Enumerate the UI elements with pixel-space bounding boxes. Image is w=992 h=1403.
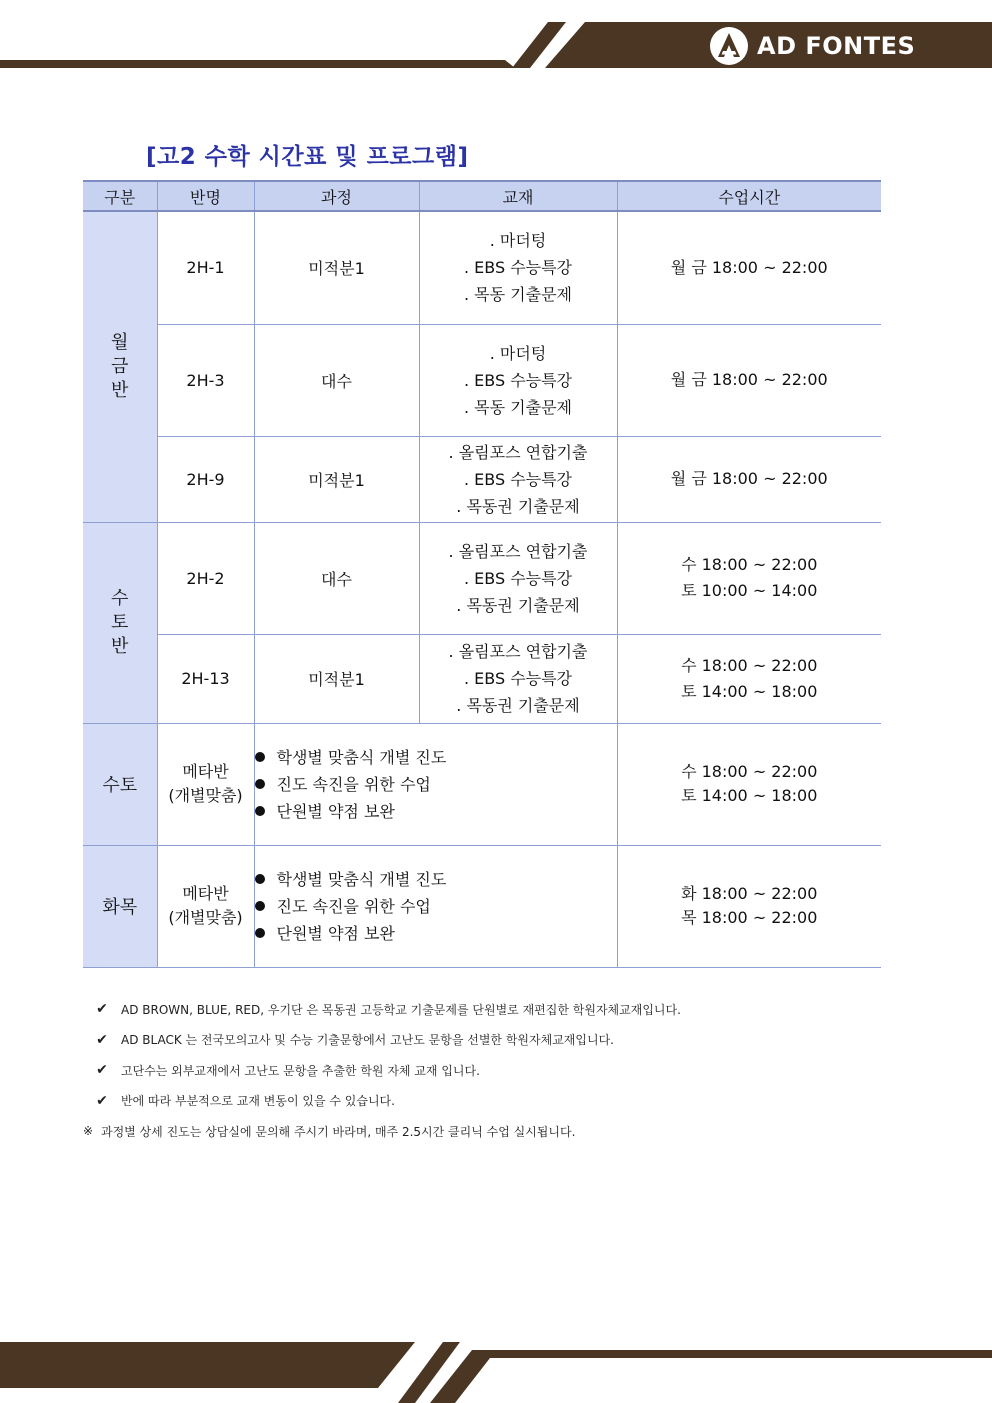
class-name <box>157 723 254 845</box>
note-text: 고단수는 외부교재에서 고난도 문항을 추출한 학원 자체 교재 입니다. <box>121 1063 480 1078</box>
note-text: AD BROWN, BLUE, RED, 우기단 은 목동권 고등학교 기출문제를 단원별로 재편집한 학원자체교재입니다. <box>121 1002 681 1017</box>
group-label-meta-wedsat: 수토 <box>83 723 157 845</box>
time-line: 목 18:00 ~ 22:00 <box>681 908 818 927</box>
table-row <box>83 634 881 723</box>
book-list <box>419 324 617 436</box>
book-list <box>419 211 617 324</box>
group-char: 월 <box>111 331 129 353</box>
list-item <box>255 744 617 771</box>
book-item: . 올림포스 연합기출 <box>448 642 588 661</box>
bullet-text: 학생별 맞춤식 개별 진도 <box>276 869 447 889</box>
book-item: . EBS 수능특강 <box>463 370 573 390</box>
time-line: 수 18:00 ~ 22:00 <box>681 555 818 574</box>
class-time <box>617 723 881 845</box>
group-label-monfri <box>83 211 157 522</box>
table-row <box>83 522 881 634</box>
class-time <box>617 845 881 967</box>
header-category: 구분 <box>83 181 157 211</box>
schedule-table <box>83 180 881 968</box>
bullet-text: 진도 속진을 위한 수업 <box>276 774 431 794</box>
note-item <box>83 1086 681 1117</box>
time-line: 토 14:00 ~ 18:00 <box>681 786 818 805</box>
course-name: 미적분1 <box>254 211 419 324</box>
time-line: 토 10:00 ~ 14:00 <box>681 581 818 600</box>
header-class: 반명 <box>157 181 254 211</box>
book-item: . 올림포스 연합기출 <box>448 442 588 462</box>
bullet-text: 진도 속진을 위한 수업 <box>276 896 431 916</box>
course-name: 미적분1 <box>254 436 419 522</box>
table-row <box>83 436 881 522</box>
group-char: 토 <box>111 611 129 633</box>
course-name: 대수 <box>254 324 419 436</box>
time-line: 수 18:00 ~ 22:00 <box>681 762 818 781</box>
class-name-line: (개별맞춤) <box>168 908 243 927</box>
class-time <box>617 634 881 723</box>
bullet-text: 단원별 약점 보완 <box>276 923 395 943</box>
book-list <box>419 634 617 723</box>
group-char: 수 <box>111 587 129 609</box>
logo-icon <box>709 26 749 66</box>
class-name: 2H-13 <box>157 634 254 723</box>
program-points <box>254 723 617 845</box>
book-item: . 올림포스 연합기출 <box>448 541 588 561</box>
book-item: . 목동권 기출문제 <box>456 696 580 715</box>
book-item: . EBS 수능특강 <box>463 568 573 588</box>
bullet-icon <box>255 901 265 911</box>
class-time <box>617 324 881 436</box>
footer-band <box>0 1330 992 1403</box>
course-name: 대수 <box>254 522 419 634</box>
book-item: . 목동권 기출문제 <box>456 595 580 615</box>
class-name-line: 메타반 <box>182 762 229 781</box>
reference-mark-icon: ※ <box>83 1124 94 1139</box>
bullet-icon <box>255 806 265 816</box>
bullet-text: 단원별 약점 보완 <box>276 801 395 821</box>
bullet-text: 학생별 맞춤식 개별 진도 <box>276 747 447 767</box>
bullet-icon <box>255 779 265 789</box>
group-label-meta-tuethu: 화목 <box>83 845 157 967</box>
note-item <box>83 1055 681 1086</box>
footnote-text: 과정별 상세 진도는 상담실에 문의해 주시기 바라며, 매주 2.5시간 클리닉 수업 실시됩니다. <box>101 1124 576 1139</box>
class-name-line: 메타반 <box>182 884 229 903</box>
time-line: 월 금 18:00 ~ 22:00 <box>670 257 828 277</box>
list-item <box>255 893 617 920</box>
note-item <box>83 994 681 1025</box>
header-course: 과정 <box>254 181 419 211</box>
table-row <box>83 211 881 324</box>
time-line: 수 18:00 ~ 22:00 <box>681 655 818 675</box>
book-list <box>419 436 617 522</box>
class-name: 2H-2 <box>157 522 254 634</box>
list-item <box>255 771 617 798</box>
book-item: . EBS 수능특강 <box>463 669 573 688</box>
header-books: 교재 <box>419 181 617 211</box>
bullet-icon <box>255 928 265 938</box>
list-item <box>255 798 617 825</box>
class-time <box>617 211 881 324</box>
bullet-icon <box>255 874 265 884</box>
class-time <box>617 522 881 634</box>
list-item <box>255 866 617 893</box>
class-name-line: (개별맞춤) <box>168 786 243 805</box>
program-points <box>254 845 617 967</box>
course-name: 미적분1 <box>254 634 419 723</box>
class-name: 2H-3 <box>157 324 254 436</box>
class-name: 2H-9 <box>157 436 254 522</box>
book-item: . 목동권 기출문제 <box>456 496 580 516</box>
class-name: 2H-1 <box>157 211 254 324</box>
notes-section <box>83 994 681 1147</box>
time-line: 화 18:00 ~ 22:00 <box>681 884 818 903</box>
class-time <box>617 436 881 522</box>
time-line: 토 14:00 ~ 18:00 <box>681 681 818 701</box>
book-list <box>419 522 617 634</box>
footnote <box>83 1116 681 1147</box>
list-item <box>255 920 617 947</box>
note-text: AD BLACK 는 전국모의고사 및 수능 기출문항에서 고난도 문항을 선별한 학원자체교재입니다. <box>121 1033 614 1048</box>
check-icon: ✔ <box>96 1031 108 1048</box>
header-time: 수업시간 <box>617 181 881 211</box>
class-name <box>157 845 254 967</box>
time-line: 월 금 18:00 ~ 22:00 <box>670 370 828 389</box>
note-item <box>83 1025 681 1056</box>
group-label-wedsat <box>83 522 157 723</box>
book-item: . EBS 수능특강 <box>463 469 573 489</box>
time-line: 월 금 18:00 ~ 22:00 <box>670 469 828 488</box>
book-item: . 목동 기출문제 <box>464 285 572 305</box>
book-item: . EBS 수능특강 <box>463 258 573 278</box>
check-icon: ✔ <box>96 1092 108 1109</box>
group-char: 반 <box>111 379 129 401</box>
brand-logo <box>709 26 915 66</box>
group-char: 반 <box>111 635 129 657</box>
brand-name: AD FONTES <box>757 32 916 60</box>
check-icon: ✔ <box>96 1001 108 1018</box>
table-row <box>83 723 881 845</box>
note-text: 반에 따라 부분적으로 교재 변동이 있을 수 있습니다. <box>121 1094 395 1109</box>
table-row <box>83 845 881 967</box>
book-item: . 마더텅 <box>489 343 547 363</box>
table-header-row <box>83 181 881 211</box>
table-row <box>83 324 881 436</box>
book-item: . 목동 기출문제 <box>464 397 572 417</box>
check-icon: ✔ <box>96 1062 108 1079</box>
book-item: . 마더텅 <box>489 231 547 251</box>
page-title: [고2 수학 시간표 및 프로그램] <box>146 144 469 170</box>
group-char: 금 <box>111 355 129 377</box>
bullet-icon <box>255 752 265 762</box>
